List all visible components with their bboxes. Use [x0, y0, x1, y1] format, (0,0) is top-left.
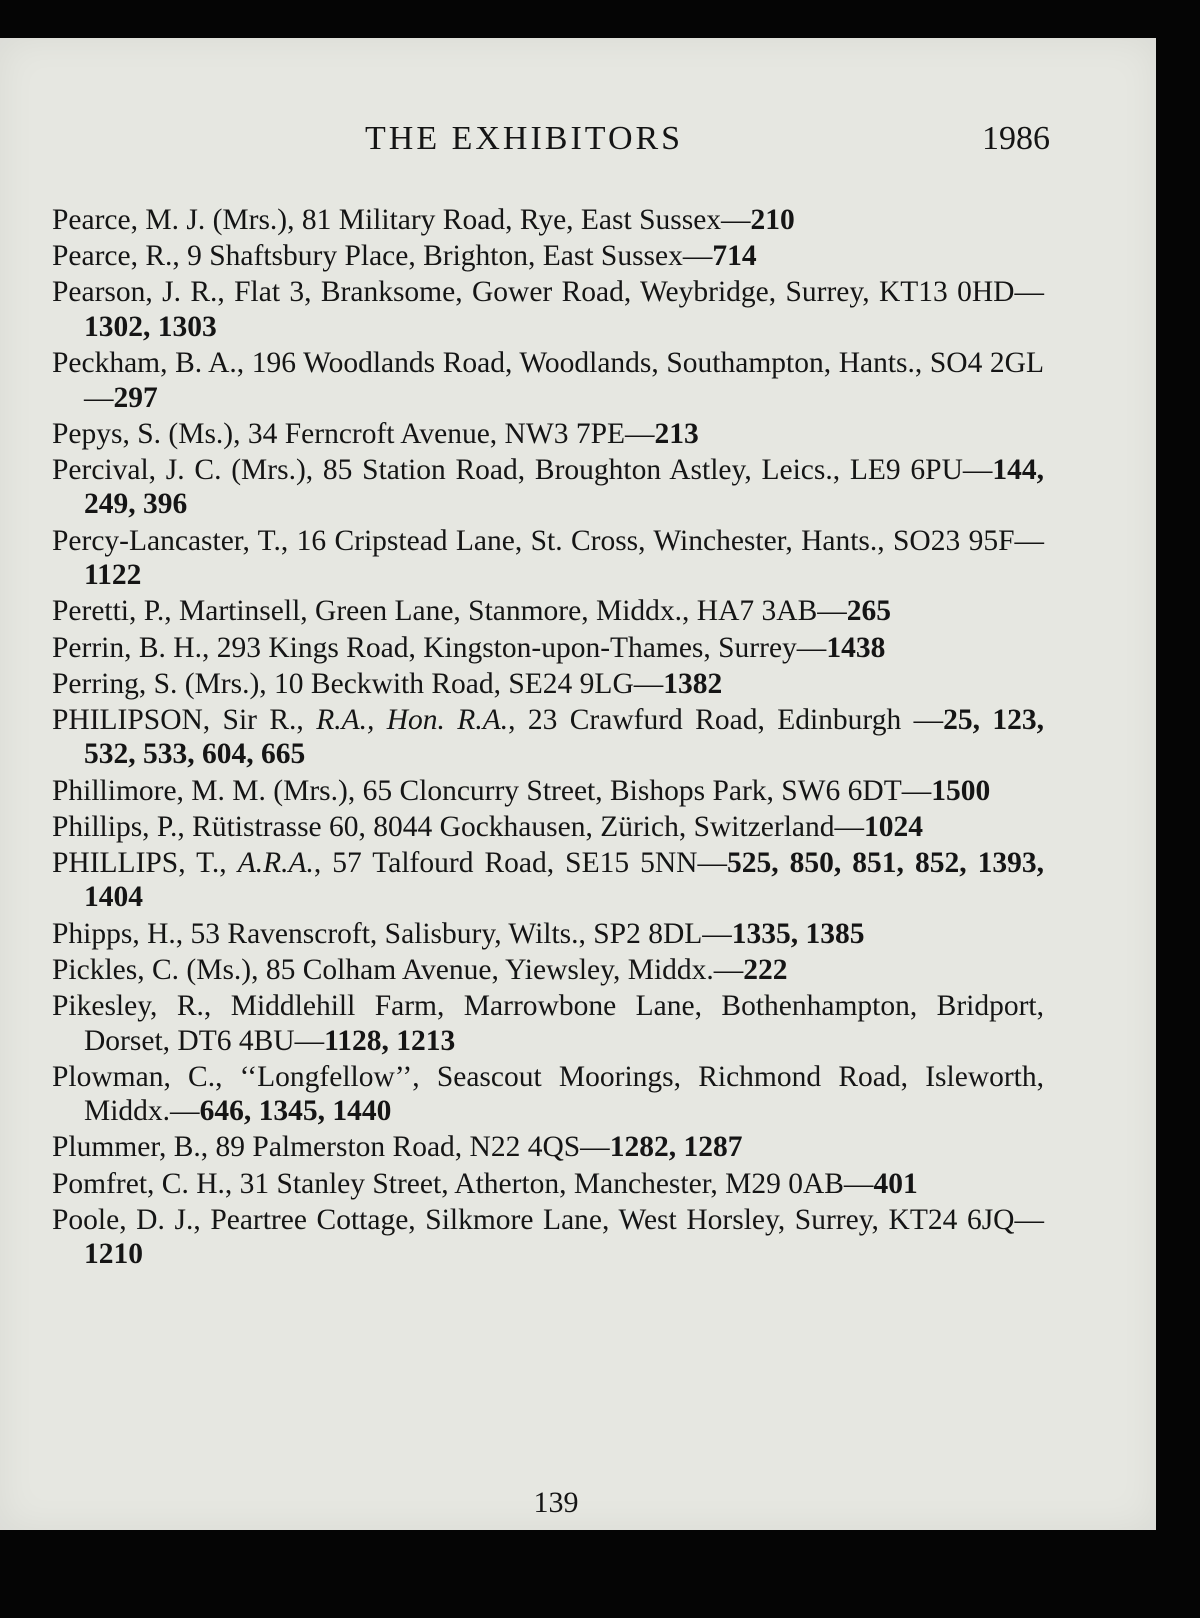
exhibitor-entry [52, 989, 1044, 1058]
exhibitor-entry [52, 810, 1044, 845]
entry-text: Plummer, B., 89 Palmerston Road, N22 4QS— [52, 1131, 610, 1164]
page-number: 139 [533, 1486, 579, 1519]
exhibitor-entry [52, 524, 1044, 593]
entry-catalogue-numbers: 1302, 1303 [84, 310, 217, 343]
exhibitor-entry [52, 275, 1044, 344]
entry-text: Perrin, B. H., 293 Kings Road, Kingston-upon-Thames, Surrey— [52, 631, 827, 664]
exhibitor-entry [52, 1060, 1044, 1129]
entry-text: Phillips, P., Rütistrasse 60, 8044 Gockhausen, Zürich, Switzerland— [52, 810, 864, 843]
entry-catalogue-numbers: 646, 1345, 1440 [199, 1095, 392, 1128]
entry-text: Phipps, H., 53 Ravenscroft, Salisbury, Wilts., SP2 8DL— [52, 917, 732, 950]
entry-honours: R.A., Hon. R.A. [316, 703, 509, 736]
entry-text: PHILLIPS, T., [52, 846, 238, 879]
exhibitor-entry [52, 774, 1044, 809]
exhibitor-entry [52, 667, 1044, 702]
entry-text: Pearce, R., 9 Shaftsbury Place, Brighton, East Sussex— [52, 240, 713, 273]
exhibitor-entry [52, 1203, 1044, 1272]
entry-catalogue-numbers: 1282, 1287 [609, 1131, 743, 1164]
entry-honours: A.R.A. [237, 846, 314, 879]
entry-catalogue-numbers: 222 [743, 953, 788, 986]
entry-text: Peckham, B. A., 196 Woodlands Road, Woodlands, Southampton, Hants., SO4 2GL— [52, 347, 1044, 414]
entry-catalogue-numbers: 1122 [84, 559, 142, 592]
exhibitor-entry [52, 1167, 1044, 1202]
entry-text-after: , 23 Crawfurd Road, Edinburgh — [508, 703, 944, 736]
exhibitor-list [52, 203, 1044, 1273]
entry-catalogue-numbers: 1335, 1385 [731, 917, 865, 950]
entry-text: Peretti, P., Martinsell, Green Lane, Stanmore, Middx., HA7 3AB— [52, 595, 847, 628]
exhibitor-entry [52, 453, 1044, 522]
entry-text: Plowman, C., ‘‘Longfellow’’, Seascout Moorings, Richmond Road, Isleworth, Middx.— [52, 1060, 1044, 1128]
entry-text: Perring, S. (Mrs.), 10 Beckwith Road, SE24 9LG— [52, 667, 664, 700]
exhibitor-entry [52, 917, 1044, 952]
book-page [0, 38, 1156, 1530]
entry-catalogue-numbers: 1024 [864, 810, 923, 843]
page-year: 1986 [982, 120, 1050, 157]
entry-catalogue-numbers: 265 [846, 595, 891, 628]
page-title: THE EXHIBITORS [365, 120, 684, 157]
entry-text: Pikesley, R., Middlehill Farm, Marrowbone Lane, Bothenhampton, Bridport, Dorset, DT6 4BU— [52, 990, 1044, 1057]
entry-catalogue-numbers: 25, 123, 532, 533, 604, 665 [84, 703, 1044, 771]
exhibitor-entry [52, 953, 1044, 988]
running-head [50, 120, 1050, 160]
exhibitor-entry [52, 1130, 1044, 1165]
entry-text: Percy-Lancaster, T., 16 Cripstead Lane, St. Cross, Winchester, Hants., SO23 95F— [52, 524, 1044, 557]
entry-catalogue-numbers: 401 [873, 1167, 918, 1200]
entry-catalogue-numbers: 144, 249, 396 [84, 453, 1044, 521]
exhibitor-entry [52, 346, 1044, 415]
entry-text: Pomfret, C. H., 31 Stanley Street, Atherton, Manchester, M29 0AB— [52, 1167, 874, 1200]
exhibitor-entry [52, 239, 1044, 274]
entry-text-after: , 57 Talfourd Road, SE15 5NN— [313, 846, 727, 879]
entry-text: Pearce, M. J. (Mrs.), 81 Military Road, Rye, East Sussex— [52, 204, 751, 236]
entry-text: Percival, J. C. (Mrs.), 85 Station Road, Broughton Astley, Leics., LE9 6PU— [52, 453, 993, 486]
entry-text: Poole, D. J., Peartree Cottage, Silkmore Lane, West Horsley, Surrey, KT24 6JQ— [52, 1203, 1044, 1236]
entry-text: PHILIPSON, Sir R., [52, 703, 317, 736]
exhibitor-entry [52, 417, 1044, 452]
entry-text: Pearson, J. R., Flat 3, Branksome, Gower Road, Weybridge, Surrey, KT13 0HD— [52, 276, 1044, 309]
entry-catalogue-numbers: 1128, 1213 [324, 1024, 456, 1057]
entry-text: Pickles, C. (Ms.), 85 Colham Avenue, Yiewsley, Middx.— [52, 953, 744, 986]
entry-catalogue-numbers: 213 [654, 417, 699, 450]
entry-catalogue-numbers: 1500 [931, 774, 991, 807]
exhibitor-entry [52, 631, 1044, 666]
exhibitor-entry [52, 846, 1044, 915]
entry-text: Phillimore, M. M. (Mrs.), 65 Cloncurry Street, Bishops Park, SW6 6DT— [52, 774, 932, 807]
entry-catalogue-numbers: 525, 850, 851, 852, 1393, 1404 [84, 846, 1044, 914]
exhibitor-entry [52, 203, 1044, 238]
exhibitor-entry [52, 594, 1044, 629]
entry-text: Pepys, S. (Ms.), 34 Ferncroft Avenue, NW3 7PE— [52, 417, 655, 450]
entry-catalogue-numbers: 1438 [826, 631, 886, 664]
entry-catalogue-numbers: 1210 [84, 1238, 143, 1271]
exhibitor-entry [52, 703, 1044, 772]
entry-catalogue-numbers: 1382 [663, 667, 723, 700]
entry-catalogue-numbers: 714 [712, 240, 757, 273]
entry-catalogue-numbers: 210 [750, 204, 795, 236]
entry-catalogue-numbers: 297 [113, 381, 158, 414]
